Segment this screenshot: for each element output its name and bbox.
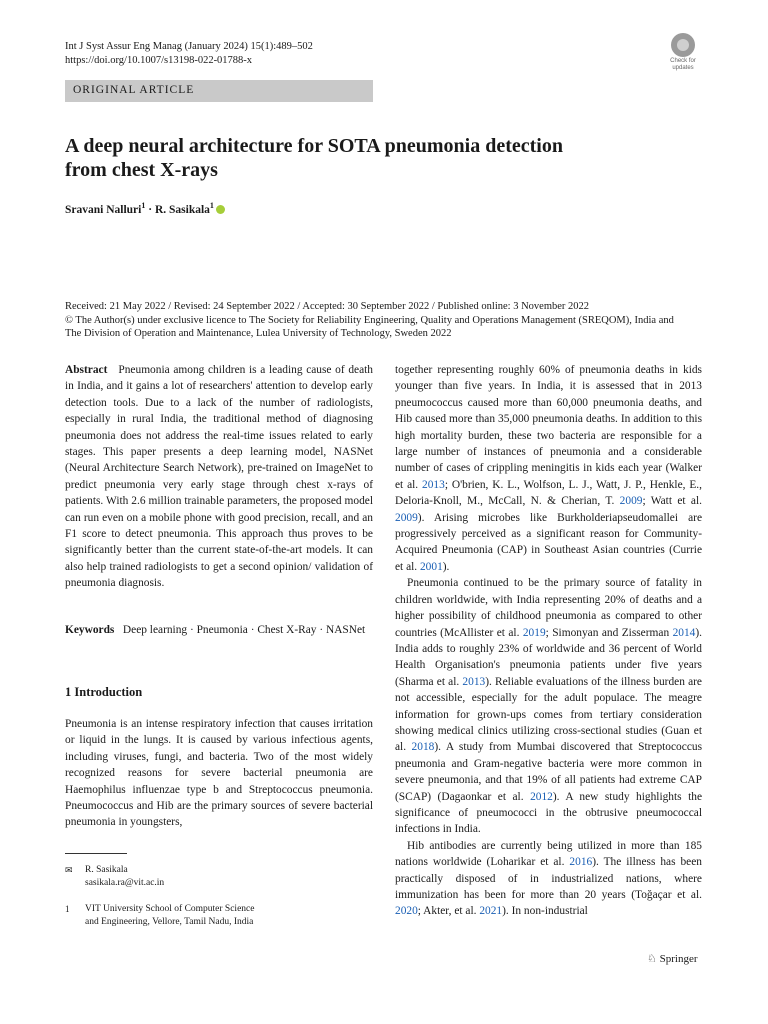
orcid-icon[interactable] — [216, 205, 225, 214]
journal-header — [65, 40, 313, 68]
copyright-line-2: The Division of Operation and Maintenance, Lulea University of Technology, Sweden 2022 — [65, 328, 452, 339]
check-for-updates-badge[interactable] — [664, 33, 702, 71]
paragraph-right-3: Hib antibodies are currently being utilized in more than 185 nations worldwide (Loharikar et al. 2016). The illness has been practically disposed of in industrialized nations, where immunization has been for more than 20 years (Toğaçar et al. 2020; Akter, et al. 2021). In non-industrial — [395, 839, 702, 918]
paragraph-right-1: together representing roughly 60% of pneumonia deaths in kids younger than five years. In India, it is assessed that in 2013 pneumococcus caused more than 60,000 pneumonia deaths, and Hib caused more than 35,000 pneumonia deaths. In addition to this high mortality burden, these two bacteria are responsible for a large number of instances of pneumonia and a considerable number of cases of crippling meningitis in kids each year (Walker et al. 2013; O'brien, K. L., Wolfson, L. J., Watt, J. P., Henkle, E., Deloria-Knoll, M., McCall, N. & Cherian, T. 2009; Watt et al. 2009). Arising microbes like Burkholderiapseudomallei are progressively perceived as a significant reason for Community-Acquired Pneumonia (CAP) in Southeast Asian countries (Currie et al. 2001). — [395, 364, 702, 573]
author-1-affiliation: 1 — [141, 201, 146, 210]
right-column-text — [395, 362, 702, 920]
check-updates-icon — [671, 33, 695, 57]
section-heading-introduction: 1 Introduction — [65, 685, 143, 699]
envelope-icon: ✉ — [65, 865, 73, 875]
paragraph-right-2: Pneumonia continued to be the primary source of fatality in children worldwide, with India representing 20% of deaths and a higher possibility of childhood pneumonia as compared to other countries (McAllister et al. 2019; Simonyan and Zisserman 2014). India adds to roughly 23% of worldwide and 36 percent of World Health Organisation's pneumonia patients under five years (Sharma et al. 2013). Reliable evaluations of the illness burden are not accessible, especially for the adult populace. The meagre information for grown-ups comes from tertiary consideration showing medical clinics utilizing cross-sectional studies (Guan et al. 2018). A study from Mumbai discovered that Streptococcus pneumonia and Gram-negative bacteria were more common in severe pneumonia, and that 19% of all patients had extreme CAP (SCAP) (Dagaonkar et al. 2012). A new study highlights the significance of pneumococci in the obtrusive pneumococcal infections in India. — [395, 577, 702, 836]
citation-link[interactable]: 2020 — [395, 905, 418, 918]
author-list: Sravani Nalluri$^1$ · R. Sasikala$^1$ — [65, 201, 225, 216]
publisher-name: Springer — [659, 953, 698, 965]
footnote-divider — [65, 853, 127, 854]
author-2-affiliation: 1 — [209, 201, 214, 210]
citation-link[interactable]: 2014 — [672, 626, 696, 639]
copyright-line-1: © The Author(s) under exclusive licence to The Society for Reliability Engineering, Quality and Operations Management (SREQOM), India and — [65, 314, 674, 326]
author-2[interactable]: R. Sasikala — [154, 203, 210, 216]
citation-link[interactable]: 2013 — [462, 675, 486, 688]
citation-link[interactable]: 2012 — [530, 790, 553, 803]
keywords-label: Keywords — [65, 624, 115, 636]
keywords-text: Deep learning · Pneumonia · Chest X-Ray · NASNet — [122, 624, 366, 636]
citation-link[interactable]: 2013 — [422, 478, 445, 491]
keywords-section — [65, 622, 373, 638]
citation-link[interactable]: 2009 — [619, 495, 643, 508]
abstract-label: Abstract — [65, 364, 108, 376]
citation-link[interactable]: 2021 — [479, 905, 503, 918]
abstract-text: Pneumonia among children is a leading cause of death in India, and it gains a lot of researchers' attention to develop early detection tools. Due to a lack of the number of radiologists, especially in rural India, the traditional method of diagnosing pneumonia does not address the real-time issues related to early stages. This paper presents a deep learning model, NASNet (Neural Architecture Search Network), pre-trained on ImageNet to predict pneumonia very early stage through chest x-rays of patients. With 2.6 million trainable parameters, the proposed model can run even on a mobile phone with good precision, recall, and an F1 score to detect pneumonia. This approach thus proves to be significantly better than the current state-of-the-art models. It can also help trained radiologists to get a second opinion/ validation of pneumonia diagnosis. — [65, 364, 373, 590]
article-title: A deep neural architecture for SOTA pneumonia detection from chest X-rays — [65, 135, 563, 181]
citation-link[interactable]: 2016 — [569, 856, 593, 869]
article-type-label: ORIGINAL ARTICLE — [73, 84, 195, 96]
affiliation — [65, 903, 254, 928]
author-1[interactable]: Sravani Nalluri — [65, 203, 142, 216]
publisher-logo — [647, 952, 698, 965]
affiliation-line-2: and Engineering, Vellore, Tamil Nadu, India — [85, 916, 254, 927]
doi-link[interactable]: https://doi.org/10.1007/s13198-022-01788-x — [65, 55, 253, 66]
article-type-banner — [65, 80, 373, 102]
intro-paragraph-1: Pneumonia is an intense respiratory infection that causes irritation or liquid in the lungs. It is caused by various infectious agents, including viruses, fungi, and bacteria. Two of the most widely recognized reasons for severe bacterial pneumonia are Haemophilus influenzae type b and Streptococcus pneumonia. Pneumococcus and Hib are the primary sources of severe bacterial pneumonia in youngsters, — [65, 718, 373, 829]
article-metadata — [65, 300, 705, 341]
springer-horse-icon: ♘ — [647, 953, 657, 965]
affiliation-line-1: VIT University School of Computer Science — [85, 904, 255, 914]
corresponding-author-email[interactable]: sasikala.ra@vit.ac.in — [85, 877, 165, 888]
citation-link[interactable]: 2018 — [411, 741, 435, 754]
abstract-section — [65, 362, 373, 592]
corresponding-author-name: R. Sasikala — [85, 865, 128, 875]
journal-citation: Int J Syst Assur Eng Manag (January 2024) 15(1):489–502 — [65, 41, 313, 52]
citation-link[interactable]: 2001 — [419, 560, 443, 573]
affiliation-number: 1 — [65, 904, 70, 914]
article-dates: Received: 21 May 2022 / Revised: 24 September 2022 / Accepted: 30 September 2022 / Published online: 3 November 2022 — [65, 301, 590, 312]
check-updates-label: Check for updates — [670, 58, 696, 71]
citation-link[interactable]: 2009 — [395, 511, 418, 524]
corresponding-author — [65, 864, 164, 889]
citation-link[interactable]: 2019 — [522, 626, 546, 639]
